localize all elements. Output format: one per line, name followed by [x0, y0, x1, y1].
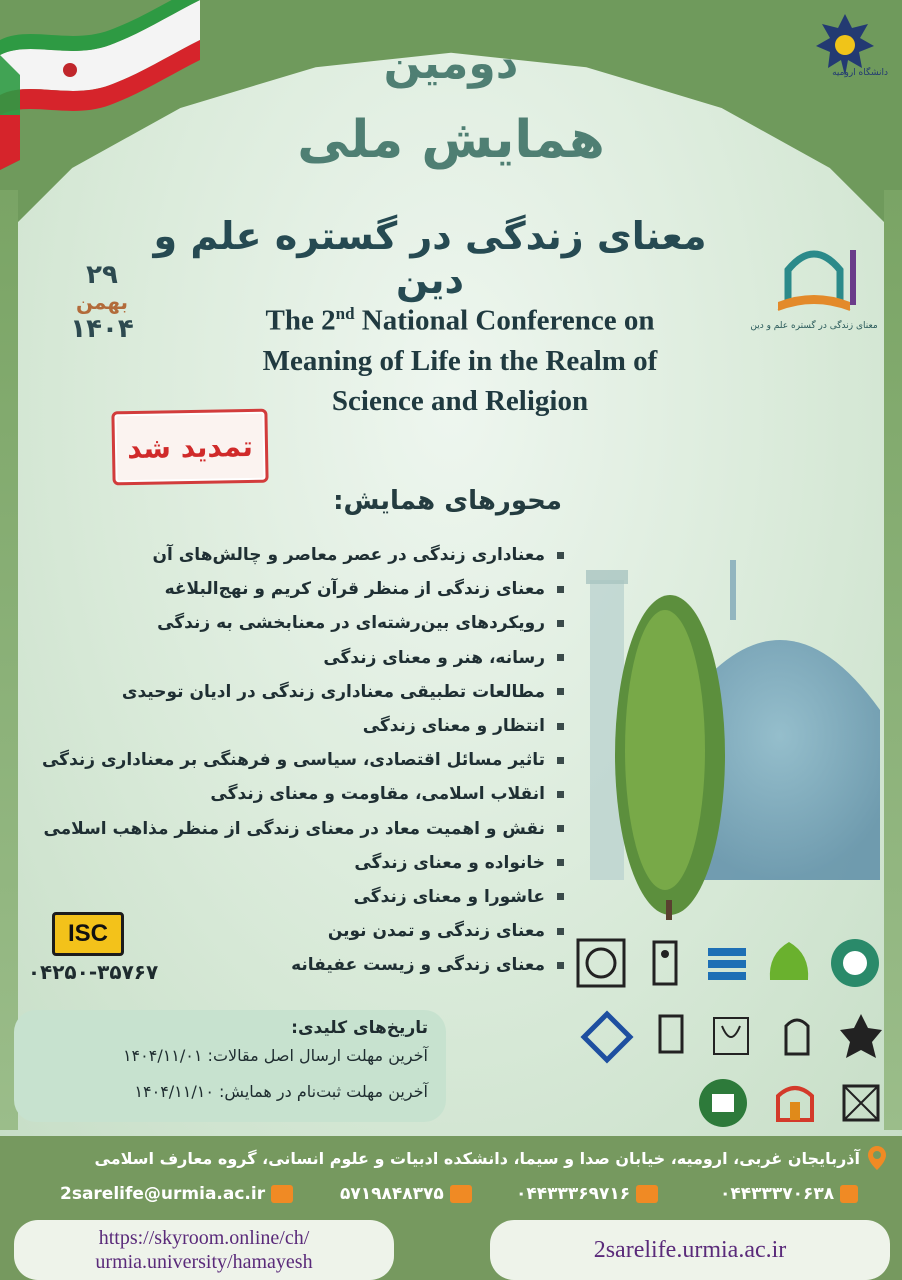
bullet-icon [557, 962, 564, 969]
bullet-icon [557, 586, 564, 593]
mobile-text: ۵۷۱۹۸۴۸۳۷۵ [340, 1184, 444, 1204]
english-title-line3: Science and Religion [331, 384, 589, 417]
conference-logo-text: معنای زندگی در گستره علم و دین [750, 321, 878, 331]
mosque-tree-illustration [560, 540, 902, 920]
date-month: بهمن [75, 290, 129, 314]
topic-item: رسانه، هنر و معنای زندگی [4, 641, 564, 675]
bullet-icon [557, 928, 564, 935]
bullet-icon [557, 893, 564, 900]
title-topic-persian: معنای زندگی در گستره علم و دین [153, 214, 707, 302]
fax-icon [636, 1185, 658, 1203]
conference-logo [750, 240, 878, 340]
phone-icon [840, 1185, 858, 1203]
partner-logo [636, 934, 694, 992]
conference-date [52, 260, 152, 344]
topic-item: معنای زندگی و زیست عفیفانه [4, 948, 564, 982]
email-icon [271, 1185, 293, 1203]
bullet-icon [557, 620, 564, 627]
skyroom-link[interactable] [14, 1220, 394, 1280]
uni-logo-text: دانشگاه ارومیه [832, 68, 888, 78]
partner-logo [694, 1074, 752, 1132]
bullet-icon [557, 791, 564, 798]
location-pin-icon [868, 1146, 886, 1170]
key-date-papers: آخرین مهلت ارسال اصل مقالات: ۱۴۰۴/۱۱/۰۱ [122, 1046, 428, 1065]
topic-item: نقش و اهمیت معاد در معنای زندگی از منظر مذاهب اسلامی [4, 812, 564, 846]
phone-contact [720, 1184, 858, 1204]
bullet-icon [557, 825, 564, 832]
phone-text: ۰۴۴۳۳۳۷۰۶۳۸ [720, 1184, 835, 1204]
website-link[interactable] [490, 1220, 890, 1280]
fax-contact [516, 1184, 658, 1204]
english-title-sup: nd [335, 304, 355, 323]
partner-logo [826, 934, 884, 992]
address-text: آذربایجان غربی، ارومیه، خیابان صدا و سیما، دانشکده ادبیات و علوم انسانی، گروه معارف اسلامی [94, 1148, 860, 1168]
isc-badge: ISC [52, 912, 124, 956]
date-day: ۲۹ [86, 260, 118, 290]
contact-row [0, 1184, 902, 1214]
english-title-part1: The 2 [265, 304, 336, 337]
mobile-icon [450, 1185, 472, 1203]
bullet-icon [557, 723, 564, 730]
email-text[interactable]: 2sarelife@urmia.ac.ir [60, 1184, 266, 1204]
bullet-icon [557, 859, 564, 866]
partner-logo [572, 934, 630, 992]
topic-item: انقلاب اسلامی، مقاومت و معنای زندگی [4, 777, 564, 811]
partner-logo [768, 1008, 826, 1066]
bullet-icon [557, 552, 564, 559]
key-date-registration: آخرین مهلت ثبت‌نام در همایش: ۱۴۰۴/۱۱/۱۰ [134, 1082, 428, 1101]
topics-title: محورهای همایش: [333, 486, 562, 516]
topic-item: تاثیر مسائل اقتصادی، سیاسی و فرهنگی بر معناداری زندگی [4, 743, 564, 777]
topic-item: رویکردهای بین‌رشته‌ای در معنابخشی به زندگی [4, 606, 564, 640]
partner-logo [760, 934, 818, 992]
topic-item: انتظار و معنای زندگی [4, 709, 564, 743]
english-title [200, 294, 720, 421]
bullet-icon [557, 654, 564, 661]
topic-item: معنای زندگی و تمدن نوین [4, 914, 564, 948]
partner-logo [578, 1008, 636, 1066]
extended-stamp: تمدید شد [111, 409, 268, 486]
skyroom-line1[interactable]: https://skyroom.online/ch/ [98, 1227, 310, 1249]
partner-logo [642, 1008, 700, 1066]
mobile-contact [340, 1184, 472, 1204]
bullet-icon [557, 757, 564, 764]
topic-item: معنای زندگی از منظر قرآن کریم و نهج‌البلاغه [4, 572, 564, 606]
partner-logo [702, 1008, 760, 1066]
address [95, 1146, 886, 1170]
key-dates-title: تاریخ‌های کلیدی: [291, 1018, 428, 1038]
email-contact[interactable] [60, 1184, 293, 1204]
key-dates-panel [14, 1010, 446, 1122]
topic-item: عاشورا و معنای زندگی [4, 880, 564, 914]
date-year: ۱۴۰۴ [70, 314, 134, 344]
skyroom-line2[interactable]: urmia.university/hamayesh [95, 1251, 313, 1273]
isc-code: ۰۴۲۵۰-۳۵۷۶۷ [27, 960, 159, 984]
topic-item: خانواده و معنای زندگی [4, 846, 564, 880]
partner-logos [570, 924, 890, 1134]
english-title-line2: Meaning of Life in the Realm of [262, 344, 658, 377]
partner-logo [766, 1074, 824, 1132]
topic-item: معناداری زندگی در عصر معاصر و چالش‌های آن [4, 538, 564, 572]
bullet-icon [557, 688, 564, 695]
english-title-part2: National Conference on [354, 304, 655, 337]
website-text[interactable]: 2sarelife.urmia.ac.ir [593, 1236, 787, 1263]
topic-item: مطالعات تطبیقی معناداری زندگی در ادیان توحیدی [4, 675, 564, 709]
title-ordinal: دومین [383, 38, 519, 89]
partner-logo [832, 1008, 890, 1066]
partner-logo [832, 1074, 890, 1132]
fax-text: ۰۴۴۳۳۳۶۹۷۱۶ [516, 1184, 631, 1204]
title-national-conference: همایش ملی [297, 110, 605, 170]
partner-logo [698, 934, 756, 992]
